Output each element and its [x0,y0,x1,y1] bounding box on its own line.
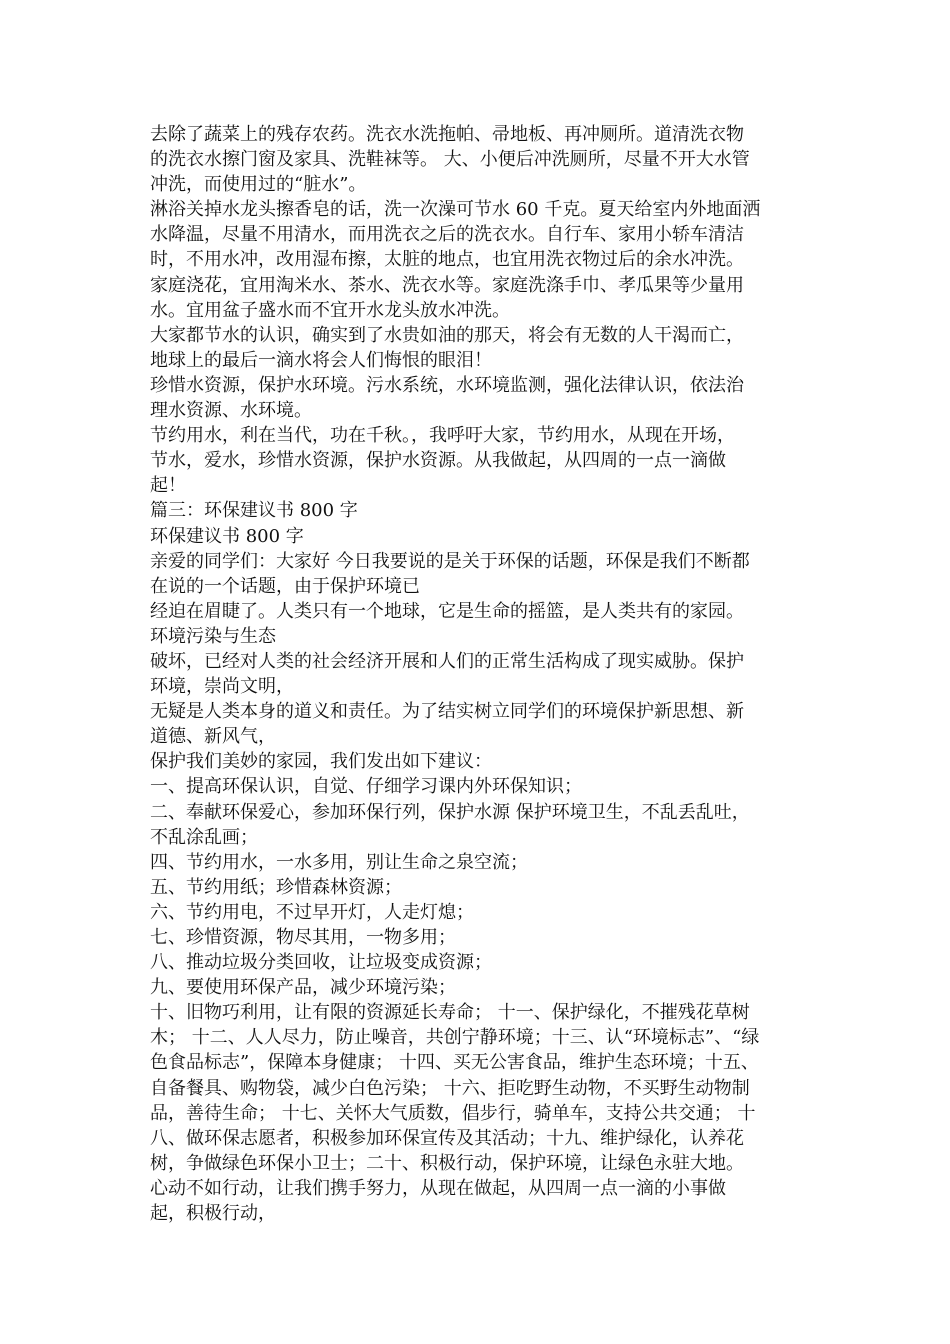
section-heading: 篇三：环保建议书 800 字 [150,500,358,522]
text-line: 破坏，已经对人类的社会经济开展和人们的正常生活构成了现实威胁。保护 [150,650,744,672]
text-line: 保护我们美妙的家园，我们发出如下建议： [150,751,492,773]
text-line: 起，积极行动， [150,1203,276,1225]
list-item: 二、奉献环保爱心，参加环保行列，保护水源 保护环境卫生，不乱丢乱吐， [150,801,750,823]
text-line: 的洗衣水擦门窗及家具、洗鞋袜等。 大、小便后冲洗厕所，尽量不开大水管 [150,149,750,171]
list-item: 一、提高环保认识，自觉、仔细学习课内外环保知识； [150,776,582,798]
text-line: 亲爱的同学们：大家好 今日我要说的是关于环保的话题，环保是我们不断都 [150,550,750,572]
text-line: 冲洗，而使用过的“脏水”。 [150,174,367,196]
document-page [150,122,810,1226]
text-line: 八、做环保志愿者，积极参加环保宣传及其活动；十九、维护绿化，认养花 [150,1127,744,1149]
text-line: 家庭浇花，宜用淘米水、茶水、洗衣水等。家庭洗涤手巾、孝瓜果等少量用 [150,274,744,296]
list-item: 五、节约用纸；珍惜森林资源； [150,876,402,898]
text-line: 无疑是人类本身的道义和责任。为了结实树立同学们的环境保护新思想、新 [150,701,744,723]
text-line: 木； 十二、人人尽力，防止噪音，共创宁静环境；十三、认“环境标志”、“绿 [150,1027,760,1049]
list-item: 不乱涂乱画； [150,826,258,848]
text-line: 水。宜用盆子盛水而不宜开水龙头放水冲洗。 [150,299,510,321]
text-line: 心动不如行动，让我们携手努力，从现在做起，从四周一点一滴的小事做 [150,1177,726,1199]
text-line: 大家都节水的认识，确实到了水贵如油的那天，将会有无数的人干渴而亡， [150,324,744,346]
text-line: 环境，崇尚文明， [150,676,294,698]
list-item: 七、珍惜资源，物尽其用，一物多用； [150,927,456,948]
text-line: 地球上的最后一滴水将会人们悔恨的眼泪！ [150,349,492,371]
text-line: 道德、新风气， [150,726,276,748]
document-title: 环保建议书 800 字 [150,525,304,547]
text-line: 水降温，尽量不用清水，而用洗衣之后的洗衣水。自行车、家用小轿车清洁 [150,224,744,246]
text-line: 起！ [150,475,186,497]
list-item: 六、节约用电，不过早开灯，人走灯熄； [150,901,474,923]
text-line: 时，不用水冲，改用湿布擦，太脏的地点，也宜用洗衣物过后的余水冲洗。 [150,249,744,271]
list-item: 四、节约用水，一水多用，别让生命之泉空流； [150,851,528,873]
text-line: 品，善待生命； 十七、关怀大气质数，倡步行，骑单车，支持公共交通； 十 [150,1102,756,1124]
text-line: 经迫在眉睫了。人类只有一个地球，它是生命的摇篮，是人类共有的家园。 [150,600,744,622]
list-item: 八、推动垃圾分类回收，让垃圾变成资源； [150,952,492,974]
text-line: 节约用水，利在当代，功在千秋。，我呼吁大家，节约用水，从现在开场， [150,425,735,447]
text-line: 节水，爱水，珍惜水资源，保护水资源。从我做起，从四周的一点一滴做 [150,450,726,472]
text-line: 珍惜水资源，保护水环境。污水系统，水环境监测，强化法律认识，依法治 [150,374,744,396]
text-line: 色食品标志”，保障本身健康； 十四、买无公害食品，维护生态环境；十五、 [150,1052,759,1074]
text-line: 在说的一个话题，由于保护环境已 [150,575,420,597]
text-line: 理水资源、水环境。 [150,400,312,422]
text-line: 树，争做绿色环保小卫士；二十、积极行动，保护环境，让绿色永驻大地。 [150,1152,744,1174]
list-item: 九、要使用环保产品，减少环境污染； [150,977,456,999]
text-line: 自备餐具、购物袋，减少白色污染； 十六、拒吃野生动物，不买野生动物制 [150,1077,750,1099]
list-item: 十、旧物巧利用，让有限的资源延长寿命； 十一、保护绿化，不摧残花草树 [150,1002,750,1024]
text-line: 淋浴关掉水龙头擦香皂的话，洗一次澡可节水 60 千克。夏天给室内外地面洒 [150,199,761,221]
text-line: 去除了蔬菜上的残存农药。洗衣水洗拖帕、帚地板、再冲厕所。道清洗衣物 [150,124,744,145]
text-line: 环境污染与生态 [150,625,276,647]
